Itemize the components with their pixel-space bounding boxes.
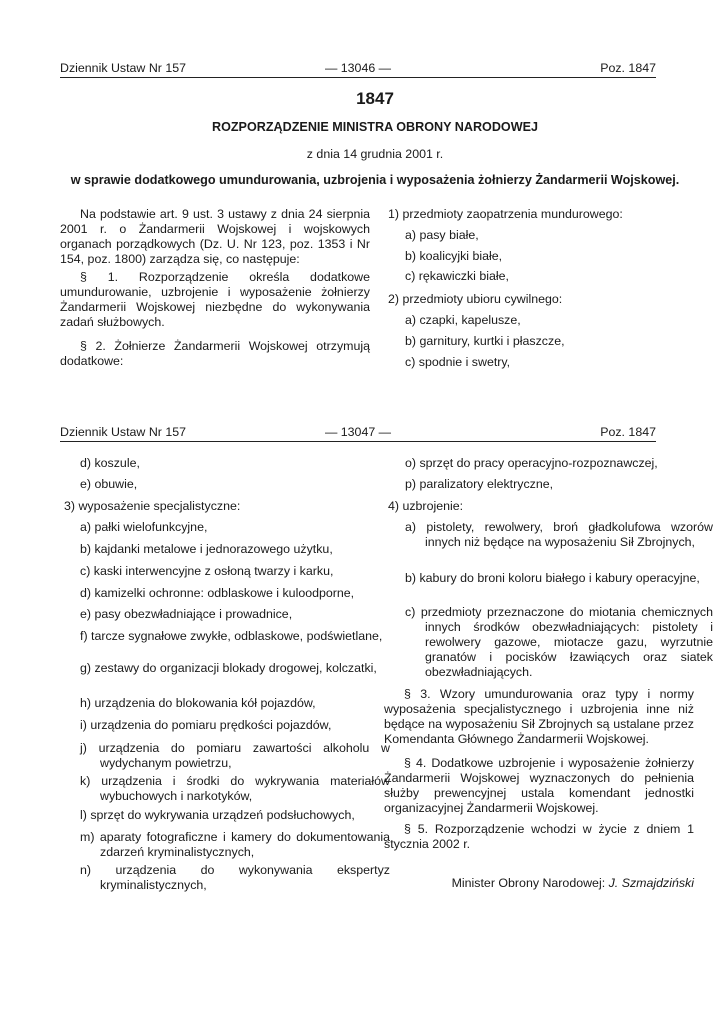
list-item: p) paralizatory elektryczne,: [405, 477, 554, 491]
list-item: b) koalicyjki białe,: [405, 249, 503, 263]
page-header-13047: [60, 425, 656, 442]
preamble: Na podstawie art. 9 ust. 3 ustawy z dnia 24 sierpnia 2001 r. o Żandarmerii Wojskowej i wojskowych organach porządkowych (Dz. U. Nr 123, poz. 1353 i Nr 154, poz. 1800) zarządza się, co następuje:: [60, 207, 370, 266]
list-2-title: 2) przedmioty ubioru cywilnego:: [388, 292, 563, 306]
list-item: b) kabury do broni koloru białego i kabury operacyjne,: [405, 571, 700, 585]
list-item: d) koszule,: [80, 456, 140, 470]
list-item: b) kajdanki metalowe i jednorazowego użytku,: [80, 542, 333, 556]
list-item: i) urządzenia do pomiaru prędkości pojazdów,: [80, 718, 332, 732]
list-item: h) urządzenia do blokowania kół pojazdów,: [80, 696, 316, 710]
page-number: — 13047 —: [324, 425, 392, 439]
list-item: k) urządzenia i środki do wykrywania materiałów wybuchowych i narkotyków,: [80, 774, 390, 803]
list-item: f) tarcze sygnałowe zwykłe, odblaskowe, podświetlane,: [80, 629, 383, 643]
signature: [452, 876, 694, 891]
signature-name: J. Szmajdziński: [608, 876, 694, 890]
paragraph-1: § 1. Rozporządzenie określa dodatkowe umundurowanie, uzbrojenie i wyposażenie żołnierzy Żandarmerii Wojskowej niezbędne do wykonywania zadań służbowych.: [60, 270, 370, 329]
journal-name: Dziennik Ustaw Nr 157: [60, 61, 187, 75]
list-item: g) zestawy do organizacji blokady drogowej, kolczatki,: [80, 661, 377, 675]
document-date: z dnia 14 grudnia 2001 r.: [306, 147, 444, 161]
list-item: c) rękawiczki białe,: [405, 269, 509, 283]
list-item: b) garnitury, kurtki i płaszcze,: [405, 334, 565, 348]
list-item: l) sprzęt do wykrywania urządzeń podsłuchowych,: [80, 808, 355, 822]
list-item: a) pałki wielofunkcyjne,: [80, 520, 208, 534]
list-item: m) aparaty fotograficzne i kamery do dokumentowania zdarzeń kryminalistycznych,: [80, 830, 390, 859]
position-number: Poz. 1847: [600, 61, 656, 75]
list-item: d) kamizelki ochronne: odblaskowe i kuloodporne,: [80, 586, 355, 600]
journal-name: Dziennik Ustaw Nr 157: [60, 425, 187, 439]
list-item: a) pistolety, rewolwery, broń gładkolufowa wzorów innych niż będące na wyposażeniu Sił Zbrojnych,: [405, 520, 713, 549]
paragraph-2: § 2. Żołnierze Żandarmerii Wojskowej otrzymują dodatkowe:: [60, 339, 370, 368]
list-4-title: 4) uzbrojenie:: [388, 499, 464, 513]
document-title: ROZPORZĄDZENIE MINISTRA OBRONY NARODOWEJ: [211, 120, 539, 134]
list-3-title: 3) wyposażenie specjalistyczne:: [64, 499, 241, 513]
position-number: Poz. 1847: [600, 425, 656, 439]
list-item: o) sprzęt do pracy operacyjno-rozpoznawczej,: [405, 456, 658, 470]
list-item: e) obuwie,: [80, 477, 138, 491]
document-subject: w sprawie dodatkowego umundurowania, uzbrojenia i wyposażenia żołnierzy Żandarmerii Wojskowej.: [70, 173, 680, 187]
paragraph-4: § 4. Dodatkowe uzbrojenie i wyposażenie żołnierzy Żandarmerii Wojskowej wyznaczonych do pełnienia służby prewencyjnej ustala komendant jednostki organizacyjnej Żandarmerii Wojskowej.: [384, 756, 694, 815]
page-number: — 13046 —: [324, 61, 392, 75]
document-number: 1847: [356, 89, 394, 108]
paragraph-5: § 5. Rozporządzenie wchodzi w życie z dniem 1 stycznia 2002 r.: [384, 822, 694, 851]
list-item: n) urządzenia do wykonywania ekspertyz kryminalistycznych,: [80, 863, 390, 892]
paragraph-3: § 3. Wzory umundurowania oraz typy i normy wyposażenia specjalistycznego i uzbrojenia inne niż będące na wyposażeniu Sił Zbrojnych są ustalane przez Komendanta Głównego Żandarmerii Wojskowej.: [384, 687, 694, 746]
list-item: a) czapki, kapelusze,: [405, 313, 521, 327]
page-header-13046: [60, 61, 656, 78]
list-item: c) przedmioty przeznaczone do miotania chemicznych innych środków obezwładniających: pistolety i rewolwery gazowe, miotacze gazu, wyrzutnie granatów i pocisków łzawiących oraz siatek obezwładniających.: [405, 605, 713, 679]
list-item: a) pasy białe,: [405, 228, 479, 242]
list-item: c) kaski interwencyjne z osłoną twarzy i karku,: [80, 564, 334, 578]
list-item: e) pasy obezwładniające i prowadnice,: [80, 607, 293, 621]
list-item: j) urządzenia do pomiaru zawartości alkoholu w wydychanym powietrzu,: [80, 741, 390, 770]
list-1-title: 1) przedmioty zaopatrzenia mundurowego:: [388, 207, 623, 221]
signature-label: Minister Obrony Narodowej:: [451, 876, 606, 890]
list-item: c) spodnie i swetry,: [405, 355, 511, 369]
